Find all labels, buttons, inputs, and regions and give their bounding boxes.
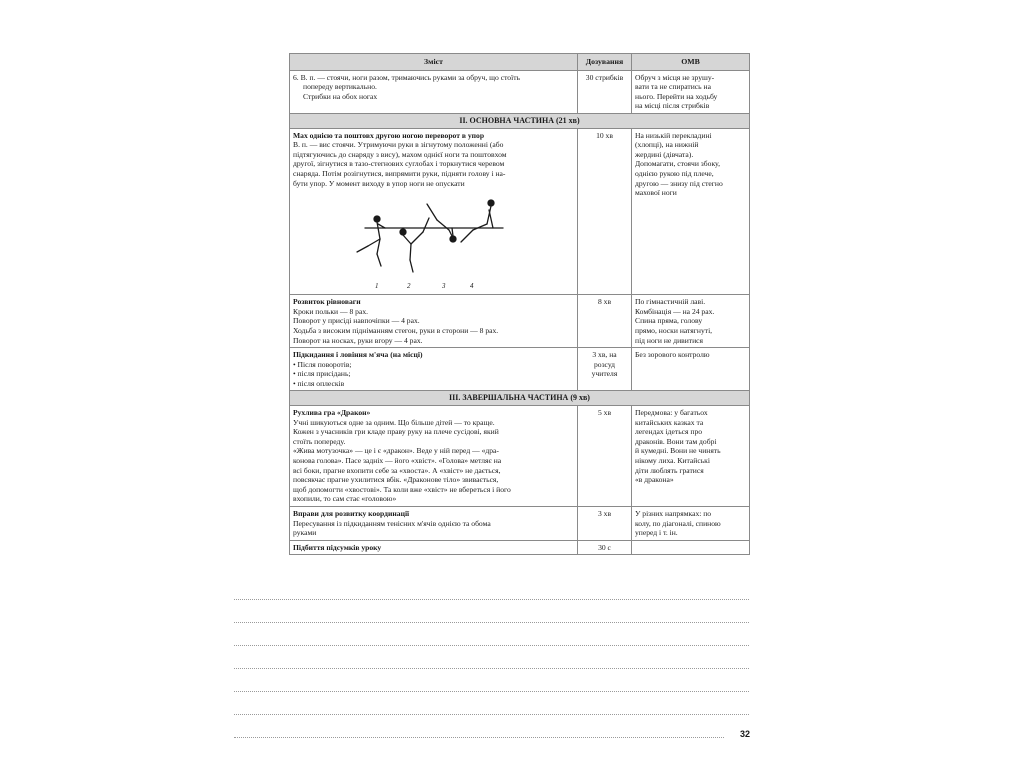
dose-cell (578, 348, 632, 391)
content-line: Поворот на носках, руки вгору — 4 рах. (293, 335, 423, 345)
omv-cell (632, 507, 750, 541)
content-line: вхопили, то сам стає «головою» (293, 494, 397, 504)
table-row (290, 507, 750, 541)
content-line: руками (293, 528, 317, 538)
dose-cell: 5 хв (578, 406, 632, 507)
content-line: конова голова». Пасе задніх — його «хвіст». «Голова» метляє на (293, 456, 502, 466)
dose-line: розсуд (593, 359, 616, 369)
header-dosage: Дозування (578, 54, 632, 71)
table-row (290, 128, 750, 295)
content-line: Учні шикуються одне за одним. Що більше дітей — то краще. (293, 417, 495, 427)
omv-cell (632, 70, 750, 113)
figure-label: 3 (442, 282, 446, 291)
page-number: 32 (740, 729, 751, 739)
content-cell (290, 70, 578, 113)
content-line: підтягуючись до снаряду з вису), махом однієї ноги та поштовхом (293, 149, 507, 159)
omv-line: Спина пряма, голову (635, 316, 703, 326)
table-row (290, 70, 750, 113)
section-row (290, 391, 750, 406)
figure-label: 4 (470, 282, 474, 291)
omv-line: на місці після стрибків (635, 101, 710, 111)
exercise-title: Мах однією та поштовх другою ногою переворот в упор (293, 130, 485, 140)
omv-line: під ноги не дивитися (635, 335, 704, 345)
dotted-line (234, 668, 749, 669)
content-cell (290, 128, 578, 295)
table-header-row (290, 54, 750, 71)
omv-cell (632, 128, 750, 295)
content-line: повсякчас прагне ухилитися вбік. «Драконове тіло» звивається, (293, 475, 499, 485)
content-cell (290, 295, 578, 348)
exercise-title: Вправи для розвитку координації (293, 509, 410, 518)
omv-cell (632, 295, 750, 348)
content-line: Стрибки на обох ногах (303, 91, 378, 101)
dotted-line (234, 714, 749, 715)
omv-line: колу, по діагоналі, спиною (635, 518, 721, 528)
content-cell (290, 507, 578, 541)
omv-line: нікому лиха. Китайські (635, 456, 710, 466)
omv-line: другою — знизу під стегно (635, 178, 723, 188)
dose-cell: 30 стрибків (578, 70, 632, 113)
content-line: 6. В. п. — стоячи, ноги разом, тримаючись руками за обруч, що стоїть (293, 72, 520, 82)
omv-line: (хлопці), на нижній (635, 140, 699, 150)
content-line: другої, зігнутися в тазо-стегнових суглобах і торкнутися черевом (293, 159, 505, 169)
table-row (290, 295, 750, 348)
dotted-line (234, 691, 749, 692)
omv-line: Передмова: у багатьох (635, 408, 708, 418)
dose-line: учителя (591, 369, 618, 379)
content-line: Кожен з учасників гри кладе праву руку на плече сусідові, який (293, 427, 499, 437)
header-content: Зміст (290, 54, 578, 71)
content-line: Кроки польки — 8 рах. (293, 306, 369, 316)
content-line: • після оплесків (293, 378, 345, 388)
table-row (290, 348, 750, 391)
omv-line: Допомагати, стоячи збоку, (635, 159, 720, 169)
header-omv: ОМВ (632, 54, 750, 71)
figure-label: 1 (375, 282, 379, 291)
content-line: бути упор. У момент виходу в упор ноги не опускати (293, 178, 465, 188)
lesson-plan-table (289, 53, 750, 555)
content-line: щоб допомогти «хвостові». Та коли вже «хвіст» не вбереться і його (293, 484, 511, 494)
content-line: Ходьба з високим підніманням стегон, руки в сторони — 8 рах. (293, 325, 499, 335)
figure-label: 2 (407, 282, 411, 291)
content-line: Пересування із підкиданням тенісних м'ячів однією та обома (293, 518, 491, 528)
content-line: • після присідань; (293, 369, 351, 379)
omv-line: Без зорового контролю (635, 350, 710, 360)
content-cell (290, 348, 578, 391)
exercise-title: Розвиток рівноваги (293, 297, 361, 307)
content-line: «Жива мотузочка» — це і є «дракон». Веде у ній перед — «дра- (293, 446, 499, 456)
omv-cell (632, 348, 750, 391)
omv-line: уперед і т. ін. (635, 528, 678, 538)
dotted-line (234, 645, 749, 646)
content-cell (290, 406, 578, 507)
exercise-title: Підбиття підсумків уроку (290, 540, 578, 555)
dose-cell: 30 с (578, 540, 632, 555)
omv-line: діти люблять гратися (635, 465, 704, 475)
omv-line: й кумедні. Вони не чинять (635, 446, 721, 456)
omv-line: У різних напрямках: по (635, 509, 712, 518)
dose-cell: 8 хв (578, 295, 632, 348)
dotted-line (234, 737, 724, 738)
omv-line: нього. Перейти на ходьбу (635, 91, 718, 101)
content-line: попереду вертикально. (303, 82, 377, 92)
omv-line: прямо, носки натягнуті, (635, 325, 713, 335)
table-row (290, 406, 750, 507)
dose-line: 3 хв, на (592, 350, 617, 360)
omv-line: вати та не спиратись на (635, 82, 711, 92)
omv-line: По гімнастичній лаві. (635, 297, 706, 307)
dose-cell: 10 хв (578, 128, 632, 295)
content-line: Поворот у присіді навпочіпки — 4 рах. (293, 316, 420, 326)
section-title: III. ЗАВЕРШАЛЬНА ЧАСТИНА (9 хв) (290, 391, 750, 406)
section-title: II. ОСНОВНА ЧАСТИНА (21 хв) (290, 113, 750, 128)
content-line: снаряда. Потім розігнутися, випрямити руки, підняти голову і на- (293, 168, 506, 178)
content-line: стоїть попереду. (293, 436, 346, 446)
content-line: всі боки, прагне вхопити себе за «хвоста». А «хвіст» не дається, (293, 465, 501, 475)
gymnast-figure-illustration (353, 194, 523, 292)
dotted-line (234, 599, 749, 600)
omv-line: «в дракона» (635, 475, 674, 485)
omv-line: На низькій перекладині (635, 130, 712, 140)
section-row (290, 113, 750, 128)
omv-line: однією рукою під плече, (635, 168, 714, 178)
omv-line: драконів. Вони там добрі (635, 436, 717, 446)
omv-line: Обруч з місця не зрушу- (635, 72, 715, 82)
content-line: • Після поворотів; (293, 359, 352, 369)
omv-line: китайських казках та (635, 417, 704, 427)
exercise-title: Рухлива гра «Дракон» (293, 408, 371, 418)
omv-cell (632, 406, 750, 507)
lesson-plan-page (289, 53, 749, 555)
dose-cell: 3 хв (578, 507, 632, 541)
dotted-line (234, 622, 749, 623)
exercise-title: Підкидання і ловіння м'яча (на місці) (293, 350, 423, 360)
omv-line: легендах ідеться про (635, 427, 703, 437)
omv-line: жердині (дівчата). (635, 149, 694, 159)
omv-line: махової ноги (635, 188, 677, 198)
omv-line: Комбінація — на 24 рах. (635, 306, 715, 316)
omv-cell (632, 540, 750, 555)
table-row (290, 540, 750, 555)
content-line: В. п. — вис стоячи. Утримуючи руки в зігнутому положенні (або (293, 140, 504, 150)
